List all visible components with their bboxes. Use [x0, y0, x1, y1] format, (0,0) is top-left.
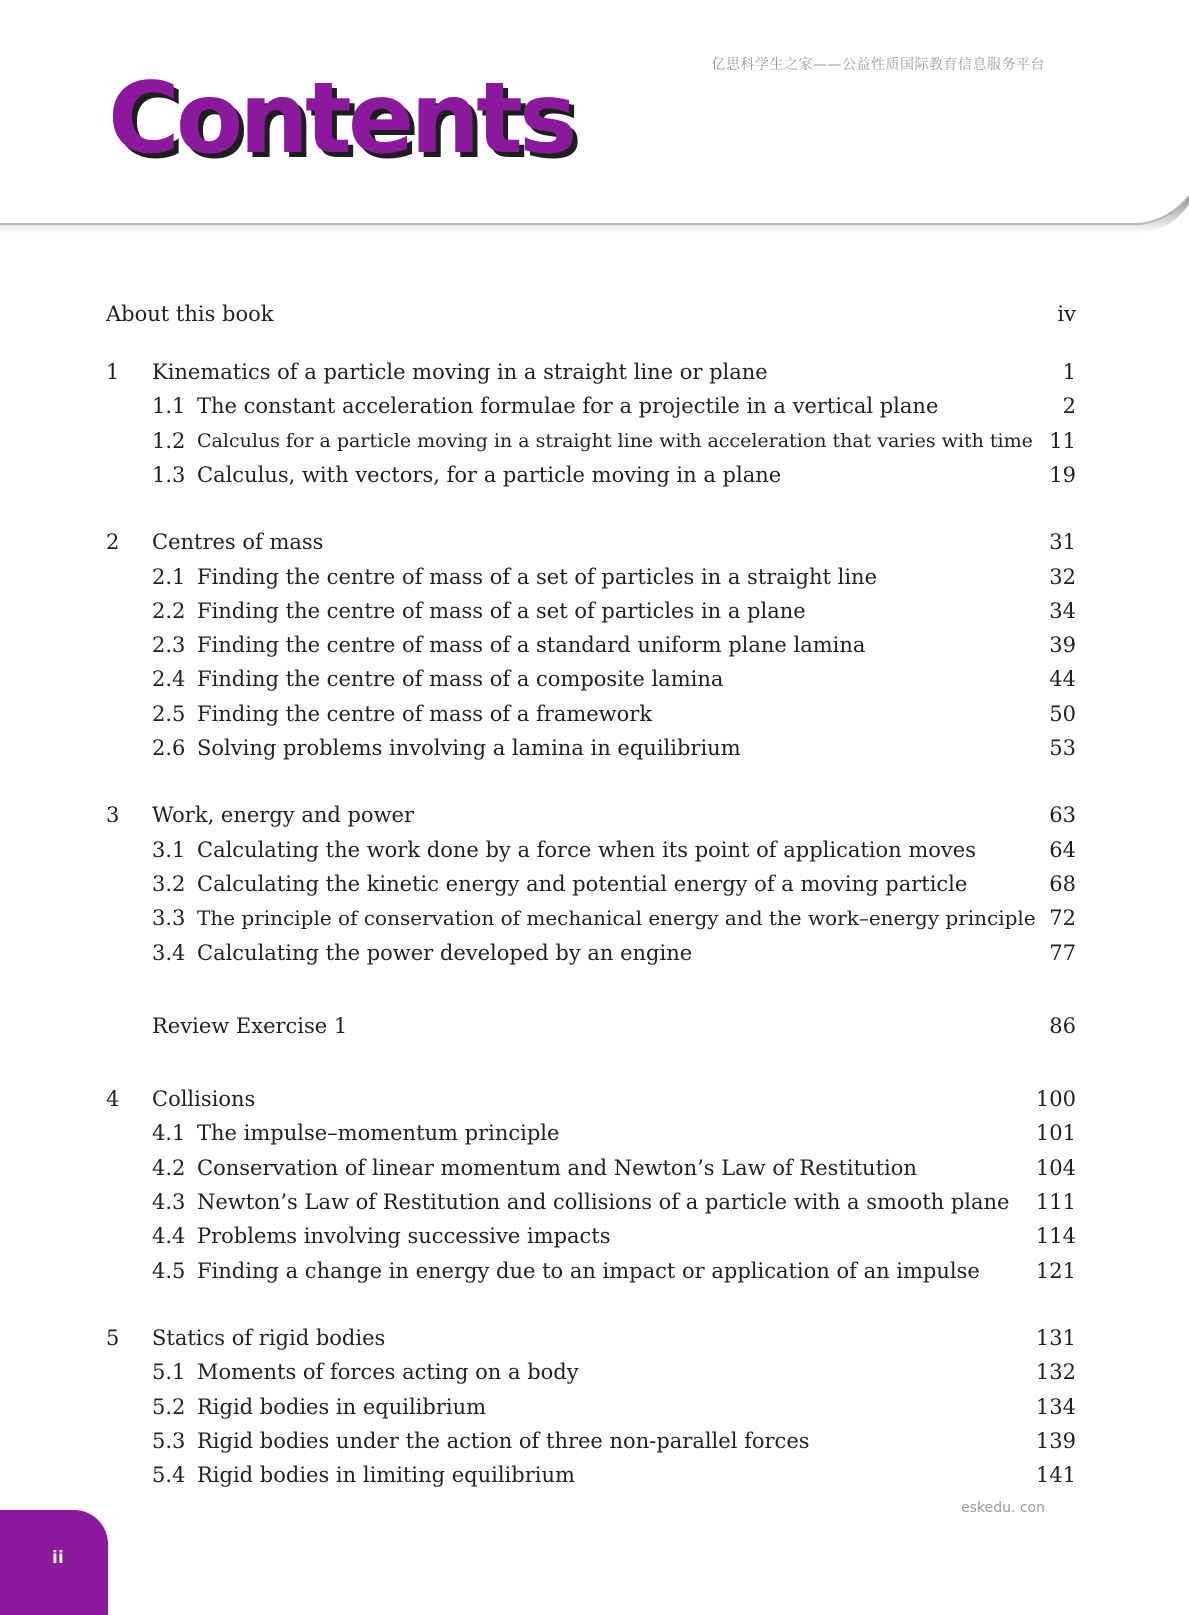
toc-section[interactable] — [106, 426, 1076, 456]
toc-section-page: 11 — [1049, 428, 1076, 453]
toc-section-number: 4.4 — [152, 1224, 186, 1249]
toc-chapter-page: 131 — [1035, 1325, 1076, 1350]
toc-section-page: 104 — [1035, 1155, 1076, 1180]
toc-section[interactable] — [106, 1118, 1076, 1148]
toc-section-title: Calculating the kinetic energy and potential energy of a moving particle — [197, 871, 968, 896]
toc-entry-review[interactable] — [106, 1011, 1076, 1041]
toc-section[interactable] — [106, 938, 1076, 968]
toc-chapter-title: Work, energy and power — [152, 803, 415, 828]
toc-section-title: Finding the centre of mass of a composite lamina — [197, 667, 724, 692]
toc-chapter-number: 4 — [106, 1087, 120, 1112]
toc-section[interactable] — [106, 869, 1076, 899]
toc-section-page: 114 — [1035, 1224, 1076, 1249]
toc-section-title: Finding the centre of mass of a framework — [197, 701, 653, 726]
toc-section-page: 19 — [1049, 462, 1076, 487]
toc-section-title: Calculating the power developed by an engine — [197, 940, 693, 965]
toc-section[interactable] — [106, 562, 1076, 592]
toc-section-number: 4.1 — [152, 1121, 186, 1146]
toc-section-title: Finding the centre of mass of a set of particles in a straight line — [197, 564, 878, 589]
page-title: Contents — [108, 62, 574, 176]
toc-section[interactable] — [106, 1392, 1076, 1422]
toc-section-number: 1.1 — [152, 394, 186, 419]
toc-section-number: 3.4 — [152, 940, 186, 965]
toc-section[interactable] — [106, 664, 1076, 694]
toc-section[interactable] — [106, 1426, 1076, 1456]
toc-section-number: 4.2 — [152, 1155, 186, 1180]
toc-section[interactable] — [106, 1357, 1076, 1387]
toc-section-number: 2.3 — [152, 633, 186, 658]
toc-section-title: The constant acceleration formulae for a projectile in a vertical plane — [197, 394, 939, 419]
toc-section-page: 50 — [1049, 701, 1076, 726]
toc-chapter-page: 63 — [1049, 803, 1076, 828]
toc-section-title: Rigid bodies in limiting equilibrium — [197, 1463, 575, 1488]
toc-chapter-title: Collisions — [152, 1087, 256, 1112]
toc-entry-label: About this book — [106, 302, 274, 326]
toc-section-page: 53 — [1049, 736, 1076, 760]
toc-chapter[interactable] — [106, 800, 1076, 830]
page-number: ii — [52, 1548, 64, 1568]
toc-section-page: 68 — [1049, 871, 1076, 896]
toc-chapter-page: 31 — [1049, 530, 1076, 555]
toc-chapter[interactable] — [106, 1323, 1076, 1353]
toc-section-title: Calculating the work done by a force when its point of application moves — [197, 837, 976, 862]
toc-chapter-page: 1 — [1062, 360, 1076, 384]
toc-section-page: 72 — [1049, 906, 1076, 931]
toc-section-title: Calculus for a particle moving in a straight line with acceleration that varies with time — [197, 429, 1033, 452]
toc-section-number: 2.2 — [152, 598, 186, 623]
toc-section-title: Moments of forces acting on a body — [197, 1360, 579, 1385]
toc-section-page: 44 — [1049, 667, 1076, 692]
toc-section[interactable] — [106, 1460, 1076, 1490]
toc-section-page: 141 — [1035, 1463, 1076, 1488]
toc-section-title: Solving problems involving a lamina in equilibrium — [197, 736, 741, 760]
toc-section-title: Rigid bodies under the action of three non-parallel forces — [197, 1428, 810, 1453]
toc-section-number: 5.4 — [152, 1463, 186, 1488]
toc-section-number: 4.5 — [152, 1258, 186, 1283]
toc-chapter[interactable] — [106, 357, 1076, 387]
footer-watermark: eskedu. con — [961, 1500, 1045, 1516]
toc-chapter-title: Kinematics of a particle moving in a straight line or plane — [152, 360, 768, 384]
toc-chapter-number: 1 — [106, 360, 120, 384]
toc-section-page: 139 — [1035, 1428, 1076, 1453]
toc-section-title: Calculus, with vectors, for a particle moving in a plane — [197, 462, 782, 487]
toc-section-number: 5.1 — [152, 1360, 186, 1385]
toc-section-title: Newton’s Law of Restitution and collisions of a particle with a smooth plane — [197, 1190, 1010, 1214]
toc-chapter[interactable] — [106, 527, 1076, 557]
toc-section-title: The principle of conservation of mechanical energy and the work–energy principle — [197, 906, 1036, 931]
toc-section-page: 134 — [1035, 1394, 1076, 1419]
toc-section-title: Finding the centre of mass of a set of particles in a plane — [197, 598, 806, 623]
toc-chapter-title: Statics of rigid bodies — [152, 1325, 386, 1350]
toc-section-title: The impulse–momentum principle — [197, 1121, 560, 1146]
toc-chapter-title: Centres of mass — [152, 530, 324, 555]
toc-chapter-number: 2 — [106, 530, 120, 555]
toc-section-number: 2.5 — [152, 701, 186, 726]
toc-chapter-number: 5 — [106, 1325, 120, 1350]
toc-chapter-title: Review Exercise 1 — [152, 1013, 348, 1038]
toc-chapter[interactable] — [106, 1084, 1076, 1114]
toc-section-number: 1.2 — [152, 428, 186, 453]
toc-entry-page: iv — [1057, 302, 1076, 326]
toc-section-number: 5.3 — [152, 1428, 186, 1453]
page-number-tab — [0, 1510, 108, 1615]
toc-section[interactable] — [106, 733, 1076, 763]
toc-section-title: Rigid bodies in equilibrium — [197, 1394, 487, 1419]
toc-section-page: 39 — [1049, 633, 1076, 658]
toc-section-title: Problems involving successive impacts — [197, 1224, 611, 1249]
toc-section[interactable] — [106, 391, 1076, 421]
toc-section-page: 34 — [1049, 598, 1076, 623]
toc-section-page: 77 — [1049, 940, 1076, 965]
toc-section-title: Finding a change in energy due to an impact or application of an impulse — [197, 1258, 980, 1283]
toc-section[interactable] — [106, 1221, 1076, 1251]
toc-section-page: 32 — [1049, 564, 1076, 589]
toc-section-page: 2 — [1062, 394, 1076, 419]
toc-section[interactable] — [106, 630, 1076, 660]
toc-section-page: 121 — [1035, 1258, 1076, 1283]
header-watermark: 亿思科学生之家——公益性质国际教育信息服务平台 — [711, 57, 1045, 73]
toc-section-number: 2.4 — [152, 667, 186, 692]
toc-section-page: 111 — [1035, 1190, 1076, 1214]
toc-chapter-number: 3 — [106, 803, 120, 828]
toc-section-page: 64 — [1049, 837, 1076, 862]
toc-section-number: 5.2 — [152, 1394, 186, 1419]
toc-section[interactable] — [106, 903, 1076, 933]
toc-section-number: 2.6 — [152, 736, 186, 760]
toc-section[interactable] — [106, 596, 1076, 626]
toc-section-page: 101 — [1035, 1121, 1076, 1146]
toc-section-number: 3.2 — [152, 871, 186, 896]
toc-chapter-page: 86 — [1049, 1013, 1076, 1038]
toc-entry-about[interactable] — [106, 299, 1076, 329]
toc-chapter-page: 100 — [1035, 1087, 1076, 1112]
toc-section-number: 2.1 — [152, 564, 186, 589]
toc-section[interactable] — [106, 835, 1076, 865]
toc-section-title: Finding the centre of mass of a standard uniform plane lamina — [197, 633, 866, 658]
toc-section[interactable] — [106, 1187, 1076, 1217]
toc-section-number: 3.3 — [152, 906, 186, 931]
toc-section[interactable] — [106, 699, 1076, 729]
toc-section[interactable] — [106, 1256, 1076, 1286]
toc-section-number: 1.3 — [152, 462, 186, 487]
toc-section-title: Conservation of linear momentum and Newton’s Law of Restitution — [197, 1155, 917, 1180]
toc-section[interactable] — [106, 460, 1076, 490]
toc-section-page: 132 — [1035, 1360, 1076, 1385]
toc-section-number: 4.3 — [152, 1190, 186, 1214]
toc-section[interactable] — [106, 1153, 1076, 1183]
toc-section-number: 3.1 — [152, 837, 186, 862]
